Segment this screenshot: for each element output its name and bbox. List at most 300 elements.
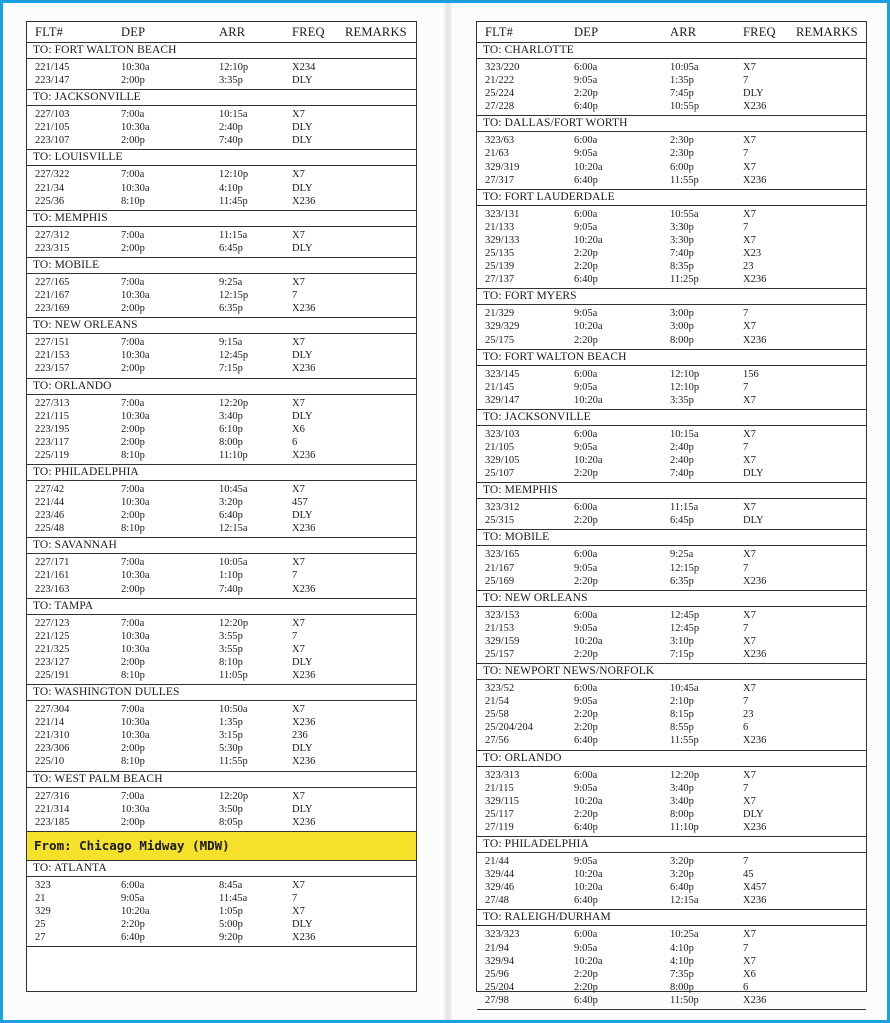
arrival-time: 8:00p (670, 981, 694, 993)
destination-heading: TO: ORLANDO (477, 751, 866, 767)
flight-row (477, 868, 866, 881)
flight-row (27, 617, 416, 630)
departure-time: 7:00a (121, 617, 145, 629)
arrival-time: 7:40p (219, 135, 243, 147)
flight-number: 227/316 (35, 790, 70, 802)
frequency: 7 (743, 148, 749, 160)
flight-number: 21/329 (485, 308, 515, 320)
arrival-time: 11:25p (670, 274, 699, 286)
frequency: X7 (743, 955, 756, 967)
flight-row (27, 803, 416, 816)
column-header (27, 22, 416, 43)
flight-row (477, 208, 866, 221)
col-flt: FLT# (485, 24, 514, 39)
destination-section (27, 150, 416, 210)
departure-time: 2:00p (121, 743, 145, 755)
flight-number: 329 (35, 906, 51, 918)
flight-row (477, 981, 866, 994)
frequency: DLY (292, 242, 313, 254)
arrival-time: 2:40p (670, 455, 694, 467)
flight-row (27, 742, 416, 755)
departure-time: 7:00a (121, 704, 145, 716)
destination-section (477, 837, 866, 910)
departure-time: 10:20a (574, 321, 603, 333)
flight-row (477, 928, 866, 941)
flight-rows (477, 132, 866, 188)
destination-heading: TO: SAVANNAH (27, 538, 416, 554)
departure-time: 8:10p (121, 195, 145, 207)
arrival-time: 9:15a (219, 337, 243, 349)
departure-time: 2:00p (121, 423, 145, 435)
frequency: DLY (292, 510, 313, 522)
flight-number: 223/147 (35, 75, 70, 87)
departure-time: 6:40p (574, 895, 598, 907)
departure-time: 10:20a (574, 455, 603, 467)
flight-row (27, 74, 416, 87)
flight-row (477, 808, 866, 821)
flight-row (477, 320, 866, 333)
departure-time: 2:00p (121, 656, 145, 668)
departure-time: 10:30a (121, 803, 150, 815)
departure-time: 10:30a (121, 182, 150, 194)
flight-number: 221/14 (35, 717, 65, 729)
destination-section (27, 685, 416, 771)
frequency: X7 (743, 609, 756, 621)
frequency: X236 (743, 895, 767, 907)
departure-time: 9:05a (574, 696, 598, 708)
flight-number: 329/44 (485, 869, 515, 881)
arrival-time: 12:10p (219, 169, 249, 181)
frequency: DLY (292, 135, 313, 147)
departure-time: 7:00a (121, 790, 145, 802)
flight-number: 225/10 (35, 756, 65, 768)
flight-row (477, 782, 866, 795)
flight-number: 227/123 (35, 617, 70, 629)
frequency: 7 (292, 630, 298, 642)
flight-row (477, 622, 866, 635)
origin-banner: From: Chicago Midway (MDW) (27, 832, 416, 861)
arrival-time: 7:40p (670, 248, 694, 260)
flight-number: 21/54 (485, 696, 509, 708)
col-dep: DEP (121, 24, 146, 39)
arrival-time: 8:05p (219, 816, 243, 828)
departure-time: 10:30a (121, 570, 150, 582)
departure-time: 6:00a (574, 135, 598, 147)
departure-time: 2:00p (121, 363, 145, 375)
arrival-time: 3:55p (219, 643, 243, 655)
flight-row (27, 229, 416, 242)
departure-time: 10:30a (121, 717, 150, 729)
frequency: X236 (743, 575, 767, 587)
frequency: DLY (292, 743, 313, 755)
flight-number: 27/317 (485, 174, 515, 186)
frequency: X234 (292, 62, 316, 73)
flight-number: 223/127 (35, 656, 70, 668)
flight-rows (477, 366, 866, 409)
flight-row (27, 423, 416, 436)
flight-number: 223/163 (35, 583, 70, 595)
frequency: X236 (292, 363, 316, 375)
frequency: 236 (292, 730, 308, 742)
flight-rows (27, 334, 416, 377)
flight-number: 329/105 (485, 455, 520, 467)
frequency: 23 (743, 709, 754, 721)
arrival-time: 3:15p (219, 730, 243, 742)
flight-number: 25/107 (485, 468, 515, 480)
frequency: 7 (743, 782, 749, 794)
arrival-time: 6:40p (670, 882, 694, 894)
flight-number: 21/145 (485, 381, 515, 393)
departure-time: 10:30a (121, 497, 150, 509)
departure-time: 2:20p (574, 334, 598, 346)
arrival-time: 3:35p (219, 75, 243, 87)
frequency: X7 (743, 135, 756, 147)
departure-time: 10:20a (574, 869, 603, 881)
flight-number: 27/56 (485, 735, 509, 747)
flight-row (27, 168, 416, 181)
flight-number: 329/329 (485, 321, 520, 333)
departure-time: 2:00p (121, 816, 145, 828)
destination-section (27, 211, 416, 258)
flight-rows (477, 206, 866, 289)
flight-rows (477, 305, 866, 348)
flight-number: 329/94 (485, 955, 515, 967)
flight-number: 25 (35, 919, 46, 931)
arrival-time: 8:00p (670, 808, 694, 820)
arrival-time: 11:55p (670, 174, 699, 186)
destination-heading: TO: MOBILE (27, 258, 416, 274)
flight-row (27, 61, 416, 74)
destination-section (477, 591, 866, 664)
flight-number: 225/36 (35, 195, 65, 207)
arrival-time: 11:50p (670, 994, 699, 1006)
flight-number: 323/220 (485, 62, 520, 73)
arrival-time: 8:10p (219, 656, 243, 668)
flight-number: 329/115 (485, 795, 520, 807)
destination-section (477, 910, 866, 1010)
flight-row (27, 182, 416, 195)
arrival-time: 10:50a (219, 704, 248, 716)
departure-time: 2:20p (574, 261, 598, 273)
flight-number: 329/319 (485, 161, 520, 173)
flight-row (27, 349, 416, 362)
flight-number: 221/314 (35, 803, 70, 815)
flight-number: 25/117 (485, 808, 514, 820)
frequency: X7 (292, 906, 305, 918)
frequency: 6 (292, 436, 298, 448)
arrival-time: 1:35p (670, 75, 694, 87)
flight-row (477, 795, 866, 808)
flight-number: 227/313 (35, 397, 70, 409)
flight-number: 323/145 (485, 368, 520, 380)
flight-row (477, 247, 866, 260)
frequency: 45 (743, 869, 754, 881)
frequency: 7 (743, 381, 749, 393)
arrival-time: 11:55p (219, 756, 248, 768)
departure-time: 6:40p (574, 821, 598, 833)
frequency: X7 (743, 208, 756, 220)
flight-number: 27 (35, 932, 46, 944)
flight-number: 227/171 (35, 557, 70, 569)
departure-time: 9:05a (574, 308, 598, 320)
departure-time: 6:00a (574, 428, 598, 440)
flight-number: 25/169 (485, 575, 515, 587)
frequency: X7 (743, 455, 756, 467)
col-remarks: REMARKS (345, 24, 407, 39)
flight-number: 21/153 (485, 622, 515, 634)
departure-time: 6:00a (574, 208, 598, 220)
frequency: 7 (292, 892, 298, 904)
flight-row (477, 881, 866, 894)
frequency: DLY (292, 656, 313, 668)
arrival-time: 7:45p (670, 88, 694, 100)
departure-time: 9:05a (574, 221, 598, 233)
departure-time: 9:05a (574, 381, 598, 393)
flight-rows (27, 877, 416, 946)
frequency: X6 (743, 968, 756, 980)
departure-time: 6:40p (574, 274, 598, 286)
destination-heading: TO: DALLAS/FORT WORTH (477, 116, 866, 132)
departure-time: 10:20a (121, 906, 150, 918)
frequency: X7 (292, 109, 305, 121)
flight-row (477, 454, 866, 467)
destination-section (27, 43, 416, 90)
frequency: X236 (292, 816, 316, 828)
flight-row (27, 729, 416, 742)
departure-time: 10:30a (121, 62, 150, 73)
flight-rows (477, 499, 866, 529)
departure-time: 2:20p (574, 808, 598, 820)
flight-row (477, 428, 866, 441)
arrival-time: 12:20p (670, 769, 700, 781)
frequency: 6 (743, 981, 749, 993)
flight-rows (477, 59, 866, 115)
frequency: DLY (292, 350, 313, 362)
flight-row (27, 569, 416, 582)
destination-heading: TO: FORT MYERS (477, 289, 866, 305)
departure-time: 6:00a (121, 879, 145, 891)
flight-row (477, 381, 866, 394)
arrival-time: 3:50p (219, 803, 243, 815)
flight-number: 221/145 (35, 62, 70, 73)
frequency: X236 (743, 101, 767, 113)
flight-row (27, 892, 416, 905)
destination-section (477, 116, 866, 189)
flight-row (27, 931, 416, 944)
flight-number: 221/167 (35, 290, 70, 302)
frequency: X7 (292, 643, 305, 655)
destination-heading: TO: JACKSONVILLE (477, 410, 866, 426)
frequency: X236 (743, 174, 767, 186)
flight-row (27, 556, 416, 569)
flight-row (477, 100, 866, 113)
departure-time: 6:00a (574, 368, 598, 380)
flight-row (27, 716, 416, 729)
departure-time: 6:40p (574, 174, 598, 186)
frequency: X7 (292, 483, 305, 495)
flight-row (27, 630, 416, 643)
flight-rows (477, 853, 866, 909)
frequency: X236 (292, 449, 316, 461)
departure-time: 2:20p (574, 981, 598, 993)
flight-rows (27, 227, 416, 257)
departure-time: 6:00a (574, 929, 598, 941)
departure-time: 6:00a (574, 549, 598, 561)
flight-row (27, 790, 416, 803)
flight-number: 223/306 (35, 743, 70, 755)
arrival-time: 12:45p (670, 622, 700, 634)
flight-row (477, 708, 866, 721)
frequency: 7 (743, 942, 749, 954)
destination-section (27, 538, 416, 598)
flight-number: 27/137 (485, 274, 515, 286)
frequency: X236 (292, 303, 316, 315)
flight-row (477, 514, 866, 527)
frequency: 6 (743, 722, 749, 734)
destination-section (477, 751, 866, 837)
departure-time: 6:00a (574, 683, 598, 695)
destination-section (477, 43, 866, 116)
flight-row (477, 273, 866, 286)
destination-heading: TO: WASHINGTON DULLES (27, 685, 416, 701)
arrival-time: 12:15a (670, 895, 699, 907)
arrival-time: 3:40p (670, 795, 694, 807)
flight-row (477, 334, 866, 347)
arrival-time: 8:15p (670, 709, 694, 721)
frequency: 7 (743, 308, 749, 320)
departure-time: 6:00a (574, 769, 598, 781)
departure-time: 8:10p (121, 756, 145, 768)
flight-row (27, 496, 416, 509)
frequency: X236 (292, 932, 316, 944)
frequency: X7 (292, 337, 305, 349)
flight-row (477, 234, 866, 247)
frequency: 7 (743, 622, 749, 634)
arrival-time: 6:35p (670, 575, 694, 587)
departure-time: 7:00a (121, 397, 145, 409)
departure-time: 6:40p (574, 735, 598, 747)
frequency: X7 (743, 549, 756, 561)
frequency: 156 (743, 368, 759, 380)
flight-row (477, 161, 866, 174)
departure-time: 9:05a (121, 892, 145, 904)
arrival-time: 2:40p (670, 441, 694, 453)
destination-heading: TO: CHARLOTTE (477, 43, 866, 59)
flight-row (27, 108, 416, 121)
departure-time: 2:20p (574, 515, 598, 527)
destination-heading: TO: NEW ORLEANS (477, 591, 866, 607)
frequency: DLY (292, 919, 313, 931)
flight-row (477, 695, 866, 708)
departure-time: 10:30a (121, 643, 150, 655)
frequency: X236 (743, 735, 767, 747)
departure-time: 6:00a (574, 609, 598, 621)
arrival-time: 2:30p (670, 148, 694, 160)
arrival-time: 12:45p (219, 350, 249, 362)
frequency: X236 (292, 195, 316, 207)
departure-time: 10:20a (574, 882, 603, 894)
flight-number: 323 (35, 879, 51, 891)
departure-time: 9:05a (574, 782, 598, 794)
frequency: DLY (292, 182, 313, 194)
flight-row (27, 449, 416, 462)
frequency: DLY (292, 122, 313, 134)
col-freq: FREQ (743, 24, 776, 39)
flight-row (477, 307, 866, 320)
frequency: X7 (743, 394, 756, 406)
flight-row (27, 643, 416, 656)
frequency: 7 (743, 696, 749, 708)
departure-time: 10:20a (574, 234, 603, 246)
flight-number: 21/44 (485, 856, 509, 868)
frequency: X7 (743, 502, 756, 514)
arrival-time: 3:30p (670, 234, 694, 246)
flight-number: 323/103 (485, 428, 520, 440)
arrival-time: 3:20p (670, 869, 694, 881)
arrival-time: 6:45p (219, 242, 243, 254)
flight-row (27, 242, 416, 255)
departure-time: 2:00p (121, 510, 145, 522)
flight-row (27, 509, 416, 522)
frequency: X7 (743, 234, 756, 246)
flight-row (477, 467, 866, 480)
flight-number: 221/161 (35, 570, 70, 582)
destination-section (27, 318, 416, 378)
flight-rows (27, 481, 416, 537)
frequency: X7 (743, 929, 756, 941)
destination-heading: TO: PHILADELPHIA (27, 465, 416, 481)
flight-number: 223/195 (35, 423, 70, 435)
departure-time: 10:30a (121, 730, 150, 742)
flight-row (477, 734, 866, 747)
arrival-time: 10:05a (670, 62, 699, 73)
frequency: X6 (292, 423, 305, 435)
departure-time: 7:00a (121, 483, 145, 495)
left-schedule-after-origin (27, 861, 416, 947)
col-dep: DEP (574, 24, 599, 39)
arrival-time: 8:35p (670, 261, 694, 273)
flight-row (477, 721, 866, 734)
frequency: X7 (292, 229, 305, 241)
destination-heading: TO: PHILADELPHIA (477, 837, 866, 853)
flight-number: 27/228 (485, 101, 515, 113)
arrival-time: 10:15a (670, 428, 699, 440)
departure-time: 7:00a (121, 337, 145, 349)
flight-rows (477, 426, 866, 482)
left-schedule (27, 43, 416, 832)
destination-heading: TO: FORT WALTON BEACH (477, 350, 866, 366)
flight-number: 25/315 (485, 515, 515, 527)
flight-row (27, 436, 416, 449)
arrival-time: 10:45a (219, 483, 248, 495)
flight-number: 223/185 (35, 816, 70, 828)
flight-number: 221/310 (35, 730, 70, 742)
flight-number: 25/157 (485, 649, 515, 660)
flight-number: 323/165 (485, 549, 520, 561)
destination-heading: TO: NEWPORT NEWS/NORFOLK (477, 664, 866, 680)
flight-number: 227/165 (35, 276, 70, 288)
arrival-time: 6:10p (219, 423, 243, 435)
flight-number: 323/52 (485, 683, 515, 695)
arrival-time: 7:15p (670, 649, 694, 660)
frequency: X7 (743, 62, 756, 73)
flight-rows (27, 788, 416, 831)
frequency: X7 (292, 557, 305, 569)
flight-row (27, 483, 416, 496)
flight-row (477, 635, 866, 648)
flight-number: 329/46 (485, 882, 515, 894)
flight-number: 225/191 (35, 670, 70, 681)
